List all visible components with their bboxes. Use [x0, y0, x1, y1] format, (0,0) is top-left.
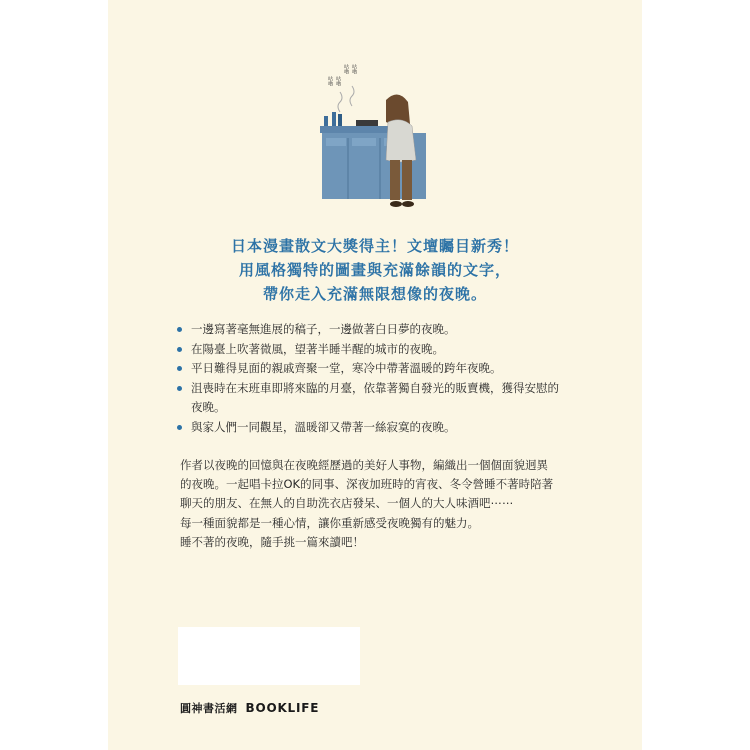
bullet-dot-icon [177, 347, 182, 352]
paragraph-line: 作者以夜晚的回憶與在夜晚經歷過的美好人事物，編織出一個個面貌迥異 [180, 458, 548, 472]
publisher-name-cn: 圓神書活網 [180, 702, 238, 715]
list-item: 一邊寫著毫無進展的稿子，一邊做著白日夢的夜晚。 [174, 320, 584, 340]
sweater [386, 120, 416, 162]
pants [390, 160, 400, 200]
paragraph-line: 睡不著的夜晚，隨手挑一篇來讀吧！ [180, 534, 364, 549]
bullet-dot-icon [177, 425, 182, 430]
barcode-area [178, 627, 360, 685]
headline-line: 日本漫畫散文大獎得主！文壇矚目新秀！ [230, 237, 519, 255]
publisher-logo [180, 699, 319, 717]
headline-line: 用風格獨特的圖畫與充滿餘韻的文字， [238, 261, 511, 279]
paragraph-line: 的夜晚。一起唱卡拉OK的同事、深夜加班時的宵夜、冬令營睡不著時陪著 [180, 477, 554, 492]
list-item: 沮喪時在末班車即將來臨的月臺，依靠著獨自發光的販賣機，獲得安慰的 夜晚。 [174, 379, 584, 418]
list-item: 平日難得見面的親戚齊聚一堂，寒冷中帶著溫暖的跨年夜晚。 [174, 359, 584, 379]
drawer [326, 138, 346, 146]
headline [108, 234, 642, 306]
pants [402, 160, 412, 200]
list-item: 在陽臺上吹著微風，望著半睡半醒的城市的夜晚。 [174, 340, 584, 360]
bullet-dot-icon [177, 366, 182, 371]
steam-text: 咕嚕 [351, 64, 357, 74]
steam-wisp [338, 92, 342, 112]
paragraph-line: 每一種面貌都是一種心情，讓你重新感受夜晚獨有的魅力。 [180, 515, 479, 530]
headline-line: 帶你走入充滿無限想像的夜晚。 [262, 285, 487, 303]
bullet-dot-icon [177, 327, 182, 332]
highlight-list [174, 320, 584, 437]
steam-text: 咕嚕 [327, 76, 333, 86]
list-item: 與家人們一同觀星，溫暖卻又帶著一絲寂寞的夜晚。 [174, 418, 584, 438]
bottle [338, 114, 342, 126]
bottle [332, 112, 336, 126]
steam-text: 咕嚕 [343, 64, 349, 74]
publisher-name-en: BOOKLIFE [245, 701, 320, 715]
bullet-dot-icon [177, 386, 182, 391]
shoe [402, 201, 414, 207]
description-paragraph [180, 456, 590, 552]
paragraph-line: 聊天的朋友、在無人的自助洗衣店發呆、一個人的大人味酒吧⋯⋯ [180, 496, 514, 511]
steam-wisp [350, 86, 354, 106]
woman-at-kitchen-stove-illustration [318, 58, 430, 210]
bottle [324, 116, 328, 126]
steam-text: 咕嚕 [335, 76, 341, 86]
shoe [390, 201, 402, 207]
drawer [352, 138, 376, 146]
